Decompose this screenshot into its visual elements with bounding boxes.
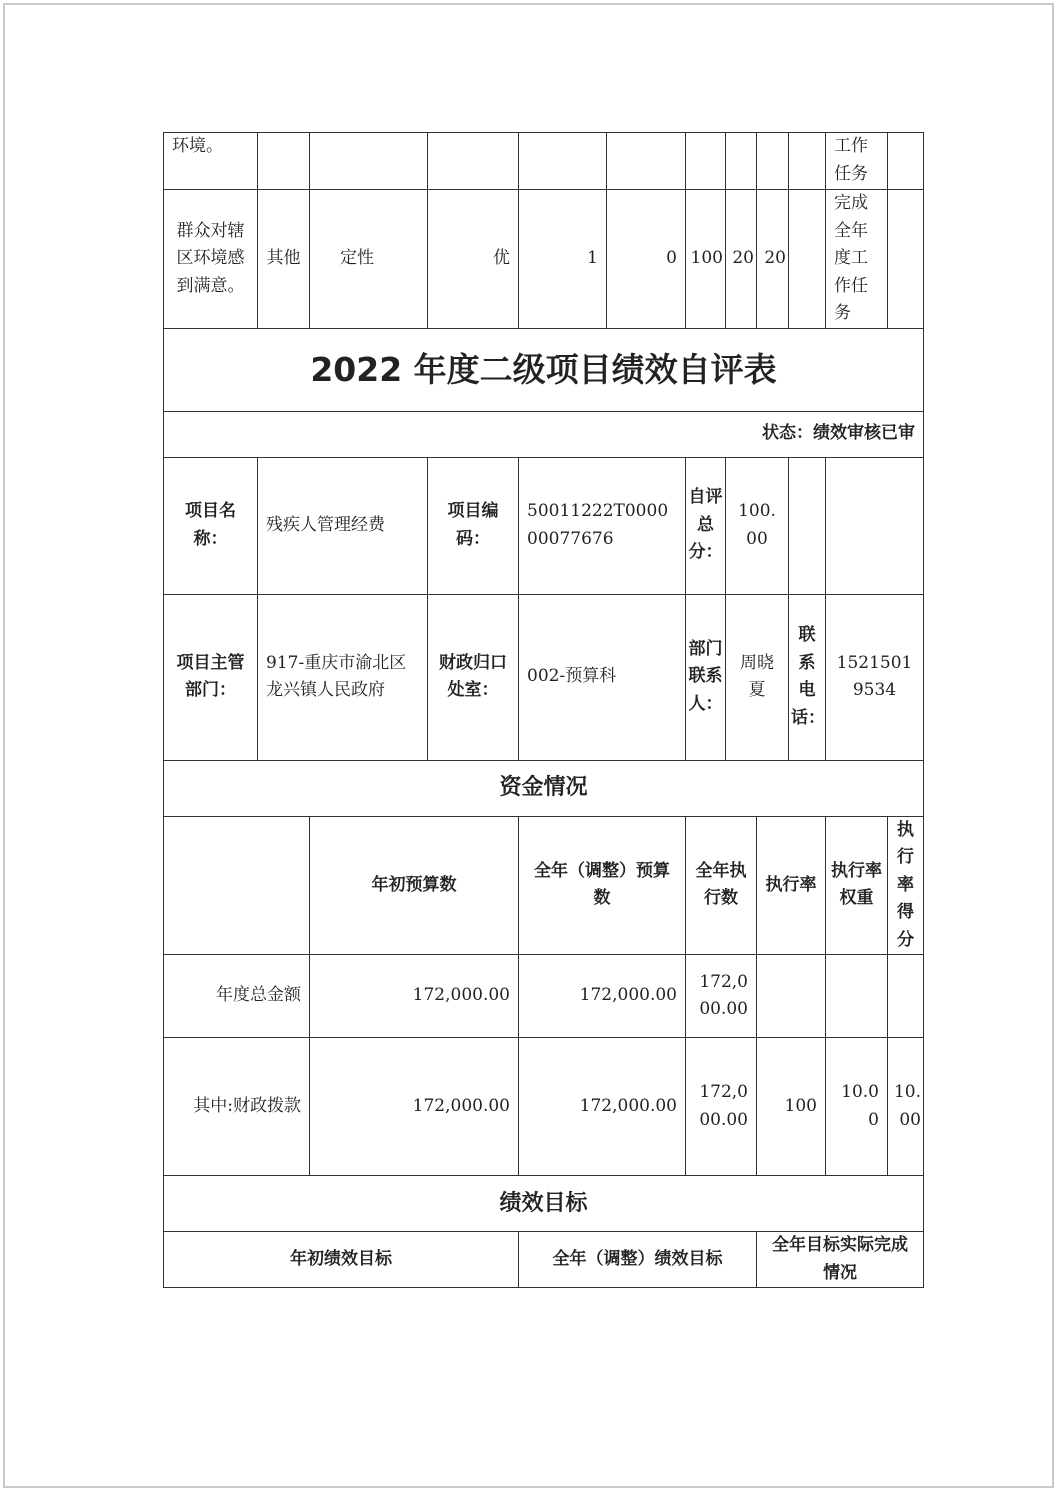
contact-label: 部门联系人： — [686, 594, 726, 760]
funds-rate: 100 — [757, 1038, 826, 1176]
funds-adjusted: 172,000.00 — [519, 955, 686, 1038]
goals-adjusted-header: 全年（调整）绩效目标 — [519, 1232, 757, 1288]
goals-header-row — [164, 1232, 924, 1288]
indicator-num3: 100 — [686, 190, 726, 329]
funds-row-label: 年度总金额 — [164, 955, 310, 1038]
indicator-num4: 20 — [726, 190, 757, 329]
goals-section-title: 绩效目标 — [164, 1176, 924, 1232]
indicator-row — [164, 133, 924, 190]
project-name-label: 项目名称： — [164, 457, 258, 594]
indicator-text: 群众对辖区环境感到满意。 — [164, 190, 258, 329]
department-info-row — [164, 594, 924, 760]
finance-label: 财政归口处室： — [428, 594, 519, 760]
header-weight: 执行率权重 — [826, 816, 888, 955]
indicator-value: 优 — [428, 190, 519, 329]
project-info-row — [164, 457, 924, 594]
funds-weight — [826, 955, 888, 1038]
phone-value: 15215019534 — [826, 594, 924, 760]
indicator-text: 环境。 — [164, 133, 258, 190]
funds-initial: 172,000.00 — [310, 955, 519, 1038]
contact-value: 周晓夏 — [726, 594, 789, 760]
target-text: 工作任务 — [826, 133, 888, 190]
header-rate: 执行率 — [757, 816, 826, 955]
header-executed: 全年执行数 — [686, 816, 757, 955]
form-title: 2022 年度二级项目绩效自评表 — [164, 328, 924, 411]
funds-initial: 172,000.00 — [310, 1038, 519, 1176]
funds-executed: 172,000.00 — [686, 1038, 757, 1176]
header-adjusted-budget: 全年（调整）预算数 — [519, 816, 686, 955]
dept-label: 项目主管部门： — [164, 594, 258, 760]
funds-weight: 10.00 — [826, 1038, 888, 1176]
funds-row-label: 其中:财政拨款 — [164, 1038, 310, 1176]
phone-label: 联系电话： — [789, 594, 826, 760]
funds-rate — [757, 955, 826, 1038]
project-name: 残疾人管理经费 — [258, 457, 428, 594]
funds-row — [164, 955, 924, 1038]
dept-value: 917-重庆市渝北区龙兴镇人民政府 — [258, 594, 428, 760]
indicator-num1: 1 — [519, 190, 607, 329]
goals-initial-header: 年初绩效目标 — [164, 1232, 519, 1288]
indicator-num5: 20 — [757, 190, 789, 329]
project-code-label: 项目编码： — [428, 457, 519, 594]
funds-header-row — [164, 816, 924, 955]
indicator-num2: 0 — [607, 190, 686, 329]
score-label: 自评总分： — [686, 457, 726, 594]
funds-score — [888, 955, 924, 1038]
finance-value: 002-预算科 — [519, 594, 686, 760]
performance-table — [163, 132, 924, 1288]
funds-section-title: 资金情况 — [164, 760, 924, 816]
status-text: 状态：绩效审核已审 — [164, 411, 924, 457]
header-score: 执行率得分 — [888, 816, 924, 955]
project-code: 50011222T000000077676 — [519, 457, 686, 594]
score-value: 100.00 — [726, 457, 789, 594]
funds-score: 10.00 — [888, 1038, 924, 1176]
funds-executed: 172,000.00 — [686, 955, 757, 1038]
goals-actual-header: 全年目标实际完成情况 — [757, 1232, 924, 1288]
funds-row — [164, 1038, 924, 1176]
indicator-type: 其他 — [258, 190, 310, 329]
indicator-nature: 定性 — [310, 190, 428, 329]
funds-adjusted: 172,000.00 — [519, 1038, 686, 1176]
target-text: 完成全年度工作任务 — [826, 190, 888, 329]
header-initial-budget: 年初预算数 — [310, 816, 519, 955]
indicator-row — [164, 190, 924, 329]
